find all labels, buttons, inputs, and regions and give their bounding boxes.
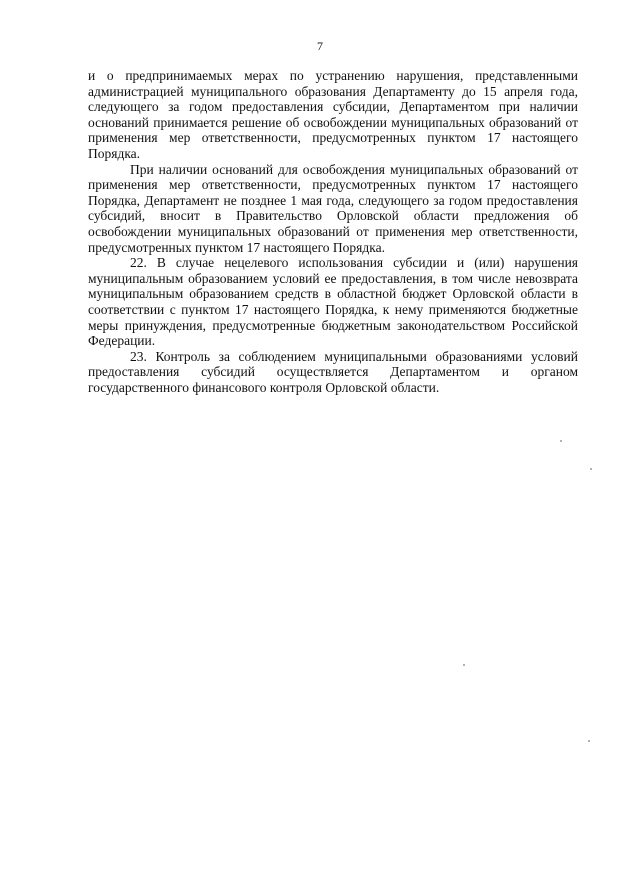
paragraph-exemption-proposal: При наличии оснований для освобождения муниципальных образований от применения мер ответственности, предусмотренных пунктом 17 настоящего Порядка, Департамент не позднее 1 мая года, следующего за годом предоставления субсидий, вносит в Правительство Орловской области предложения об освобождении муниципальных образований от применения мер ответственности, предусмотренных пунктом 17 настоящего Порядка. <box>88 161 578 255</box>
scan-speck <box>590 468 592 470</box>
paragraph-item-22: 22. В случае нецелевого использования субсидии и (или) нарушения муниципальным образованием условий ее предоставления, в том числе невозврата муниципальным образованием средств в областной бюджет Орловской области в соответствии с пунктом 17 настоящего Порядка, к нему применяются бюджетные меры принуждения, предусмотренные бюджетным законодательством Российской Федерации. <box>88 255 578 349</box>
scan-speck <box>463 664 465 666</box>
page-number: 7 <box>317 39 323 53</box>
scan-speck <box>588 740 590 742</box>
scan-speck <box>560 440 562 442</box>
document-body <box>88 68 578 395</box>
paragraph-item-23: 23. Контроль за соблюдением муниципальными образованиями условий предоставления субсидий осуществляется Департаментом и органом государственного финансового контроля Орловской области. <box>88 348 578 395</box>
paragraph-continuation: и о предпринимаемых мерах по устранению нарушения, представленными администрацией муниципального образования Департаменту до 15 апреля года, следующего за годом предоставления субсидии, Департаментом при наличии оснований принимается решение об освобождении муниципальных образований от применения мер ответственности, предусмотренных пунктом 17 настоящего Порядка. <box>88 68 578 161</box>
